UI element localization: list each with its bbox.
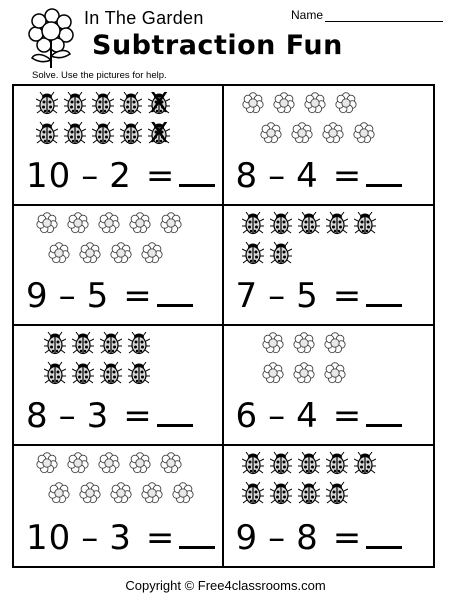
subtrahend: 4 bbox=[296, 156, 319, 196]
name-underline[interactable] bbox=[325, 10, 443, 22]
minuend: 9 bbox=[26, 276, 49, 316]
subtrahend: 2 bbox=[109, 156, 132, 196]
flower-icon bbox=[160, 451, 182, 475]
flower-icon bbox=[324, 331, 346, 355]
ladybug-icon bbox=[128, 331, 150, 355]
flower-icon bbox=[36, 451, 58, 475]
minus-sign: – bbox=[268, 156, 287, 196]
ladybug-icon bbox=[298, 481, 320, 505]
minus-sign: – bbox=[268, 396, 287, 436]
answer-blank[interactable] bbox=[366, 398, 402, 427]
ladybug-icon bbox=[242, 451, 264, 475]
minus-sign: – bbox=[58, 396, 77, 436]
answer-blank[interactable] bbox=[366, 158, 402, 187]
flower-icon bbox=[98, 211, 120, 235]
flower-icon bbox=[79, 481, 101, 505]
ladybug-icon bbox=[354, 451, 376, 475]
flower-icon bbox=[273, 91, 295, 115]
answer-blank[interactable] bbox=[366, 278, 402, 307]
ladybug-icon bbox=[326, 451, 348, 475]
ladybug-icon bbox=[36, 91, 58, 115]
copyright-footer: Copyright © Free4classrooms.com bbox=[125, 578, 326, 593]
subtraction-problem bbox=[236, 518, 430, 558]
flower-icon bbox=[262, 361, 284, 385]
flower-icon bbox=[262, 331, 284, 355]
subtraction-problem bbox=[26, 156, 218, 196]
flower-icon bbox=[129, 211, 151, 235]
ladybug-icon bbox=[298, 211, 320, 235]
problem-cell bbox=[224, 326, 434, 446]
flower-logo-icon bbox=[24, 8, 80, 70]
ladybug-icon bbox=[242, 211, 264, 235]
flower-icon bbox=[353, 121, 375, 145]
ladybug-icon bbox=[242, 481, 264, 505]
flower-icon bbox=[324, 361, 346, 385]
minus-sign: – bbox=[268, 276, 287, 316]
subtraction-problem bbox=[236, 276, 430, 316]
problem-grid bbox=[12, 84, 435, 568]
subtrahend: 5 bbox=[296, 276, 319, 316]
subtraction-problem bbox=[236, 396, 430, 436]
ladybug-icon bbox=[120, 91, 142, 115]
equals-sign: = bbox=[145, 156, 176, 196]
worksheet-subtitle: In The Garden bbox=[84, 8, 204, 28]
problem-cell bbox=[224, 86, 434, 206]
answer-blank[interactable] bbox=[157, 278, 193, 307]
minus-sign: – bbox=[81, 518, 100, 558]
flower-icon bbox=[110, 481, 132, 505]
flower-icon bbox=[67, 451, 89, 475]
problem-cell bbox=[14, 206, 224, 326]
flower-icon bbox=[293, 361, 315, 385]
ladybug-icon bbox=[100, 361, 122, 385]
ladybug-icon bbox=[128, 361, 150, 385]
flower-icon bbox=[98, 451, 120, 475]
subtrahend: 4 bbox=[296, 396, 319, 436]
flower-icon bbox=[48, 481, 70, 505]
problem-cell bbox=[14, 326, 224, 446]
ladybug-icon bbox=[270, 241, 292, 265]
equals-sign: = bbox=[123, 396, 153, 436]
cross-out-mark: X bbox=[149, 116, 169, 149]
equals-sign: = bbox=[332, 276, 363, 316]
ladybug-icon bbox=[242, 241, 264, 265]
ladybug-icon bbox=[64, 121, 86, 145]
flower-icon bbox=[48, 241, 70, 265]
flower-icon bbox=[291, 121, 313, 145]
subtraction-problem bbox=[26, 276, 218, 316]
subtrahend: 3 bbox=[86, 396, 110, 436]
ladybug-icon bbox=[270, 451, 292, 475]
worksheet-title: Subtraction Fun bbox=[92, 30, 343, 61]
minus-sign: – bbox=[81, 156, 100, 196]
minuend: 10 bbox=[26, 156, 72, 196]
ladybug-icon bbox=[298, 451, 320, 475]
ladybug-icon bbox=[354, 211, 376, 235]
ladybug-icon bbox=[92, 121, 114, 145]
ladybug-icon bbox=[44, 361, 66, 385]
ladybug-icon bbox=[148, 116, 170, 149]
flower-icon bbox=[293, 331, 315, 355]
flower-icon bbox=[304, 91, 326, 115]
flower-icon bbox=[110, 241, 132, 265]
flower-icon bbox=[36, 211, 58, 235]
flower-icon bbox=[141, 481, 163, 505]
ladybug-icon bbox=[120, 121, 142, 145]
ladybug-icon bbox=[72, 331, 94, 355]
picture-group bbox=[14, 211, 222, 271]
answer-blank[interactable] bbox=[366, 520, 402, 549]
problem-cell bbox=[224, 446, 434, 566]
instructions: Solve. Use the pictures for help. bbox=[32, 70, 167, 81]
picture-group bbox=[14, 331, 222, 391]
equals-sign: = bbox=[332, 156, 363, 196]
ladybug-icon bbox=[36, 121, 58, 145]
answer-blank[interactable] bbox=[179, 520, 215, 549]
equals-sign: = bbox=[145, 518, 176, 558]
picture-group bbox=[224, 331, 434, 391]
picture-group bbox=[224, 451, 434, 511]
answer-blank[interactable] bbox=[179, 158, 215, 187]
flower-icon bbox=[79, 241, 101, 265]
subtrahend: 5 bbox=[86, 276, 110, 316]
minuend: 8 bbox=[235, 156, 259, 196]
problem-cell bbox=[14, 86, 224, 206]
flower-icon bbox=[242, 91, 264, 115]
picture-group bbox=[224, 91, 434, 151]
picture-group bbox=[224, 211, 434, 271]
equals-sign: = bbox=[332, 518, 363, 558]
name-label: Name bbox=[291, 8, 324, 22]
problem-cell bbox=[224, 206, 434, 326]
minuend: 6 bbox=[235, 396, 259, 436]
ladybug-icon bbox=[100, 331, 122, 355]
subtraction-problem bbox=[236, 156, 430, 196]
ladybug-icon bbox=[44, 331, 66, 355]
flower-icon bbox=[260, 121, 282, 145]
minuend: 9 bbox=[235, 518, 259, 558]
minuend: 7 bbox=[235, 276, 259, 316]
minus-sign: – bbox=[268, 518, 287, 558]
subtraction-problem bbox=[26, 396, 218, 436]
subtrahend: 8 bbox=[296, 518, 319, 558]
ladybug-icon bbox=[64, 91, 86, 115]
ladybug-icon bbox=[270, 211, 292, 235]
ladybug-icon bbox=[270, 481, 292, 505]
equals-sign: = bbox=[332, 396, 363, 436]
equals-sign: = bbox=[123, 276, 153, 316]
minuend: 8 bbox=[26, 396, 49, 436]
subtrahend: 3 bbox=[109, 518, 132, 558]
minus-sign: – bbox=[58, 276, 77, 316]
answer-blank[interactable] bbox=[157, 398, 193, 427]
ladybug-icon bbox=[326, 211, 348, 235]
subtraction-problem bbox=[26, 518, 218, 558]
name-field[interactable] bbox=[291, 6, 443, 22]
flower-icon bbox=[335, 91, 357, 115]
flower-icon bbox=[129, 451, 151, 475]
ladybug-icon bbox=[148, 86, 170, 119]
problem-cell bbox=[14, 446, 224, 566]
ladybug-icon bbox=[326, 481, 348, 505]
ladybug-icon bbox=[92, 91, 114, 115]
flower-icon bbox=[160, 211, 182, 235]
flower-icon bbox=[67, 211, 89, 235]
flower-icon bbox=[322, 121, 344, 145]
cross-out-mark: X bbox=[149, 86, 169, 119]
ladybug-icon bbox=[72, 361, 94, 385]
flower-icon bbox=[172, 481, 194, 505]
picture-group bbox=[14, 86, 222, 151]
picture-group bbox=[14, 451, 222, 511]
flower-icon bbox=[141, 241, 163, 265]
minuend: 10 bbox=[26, 518, 72, 558]
